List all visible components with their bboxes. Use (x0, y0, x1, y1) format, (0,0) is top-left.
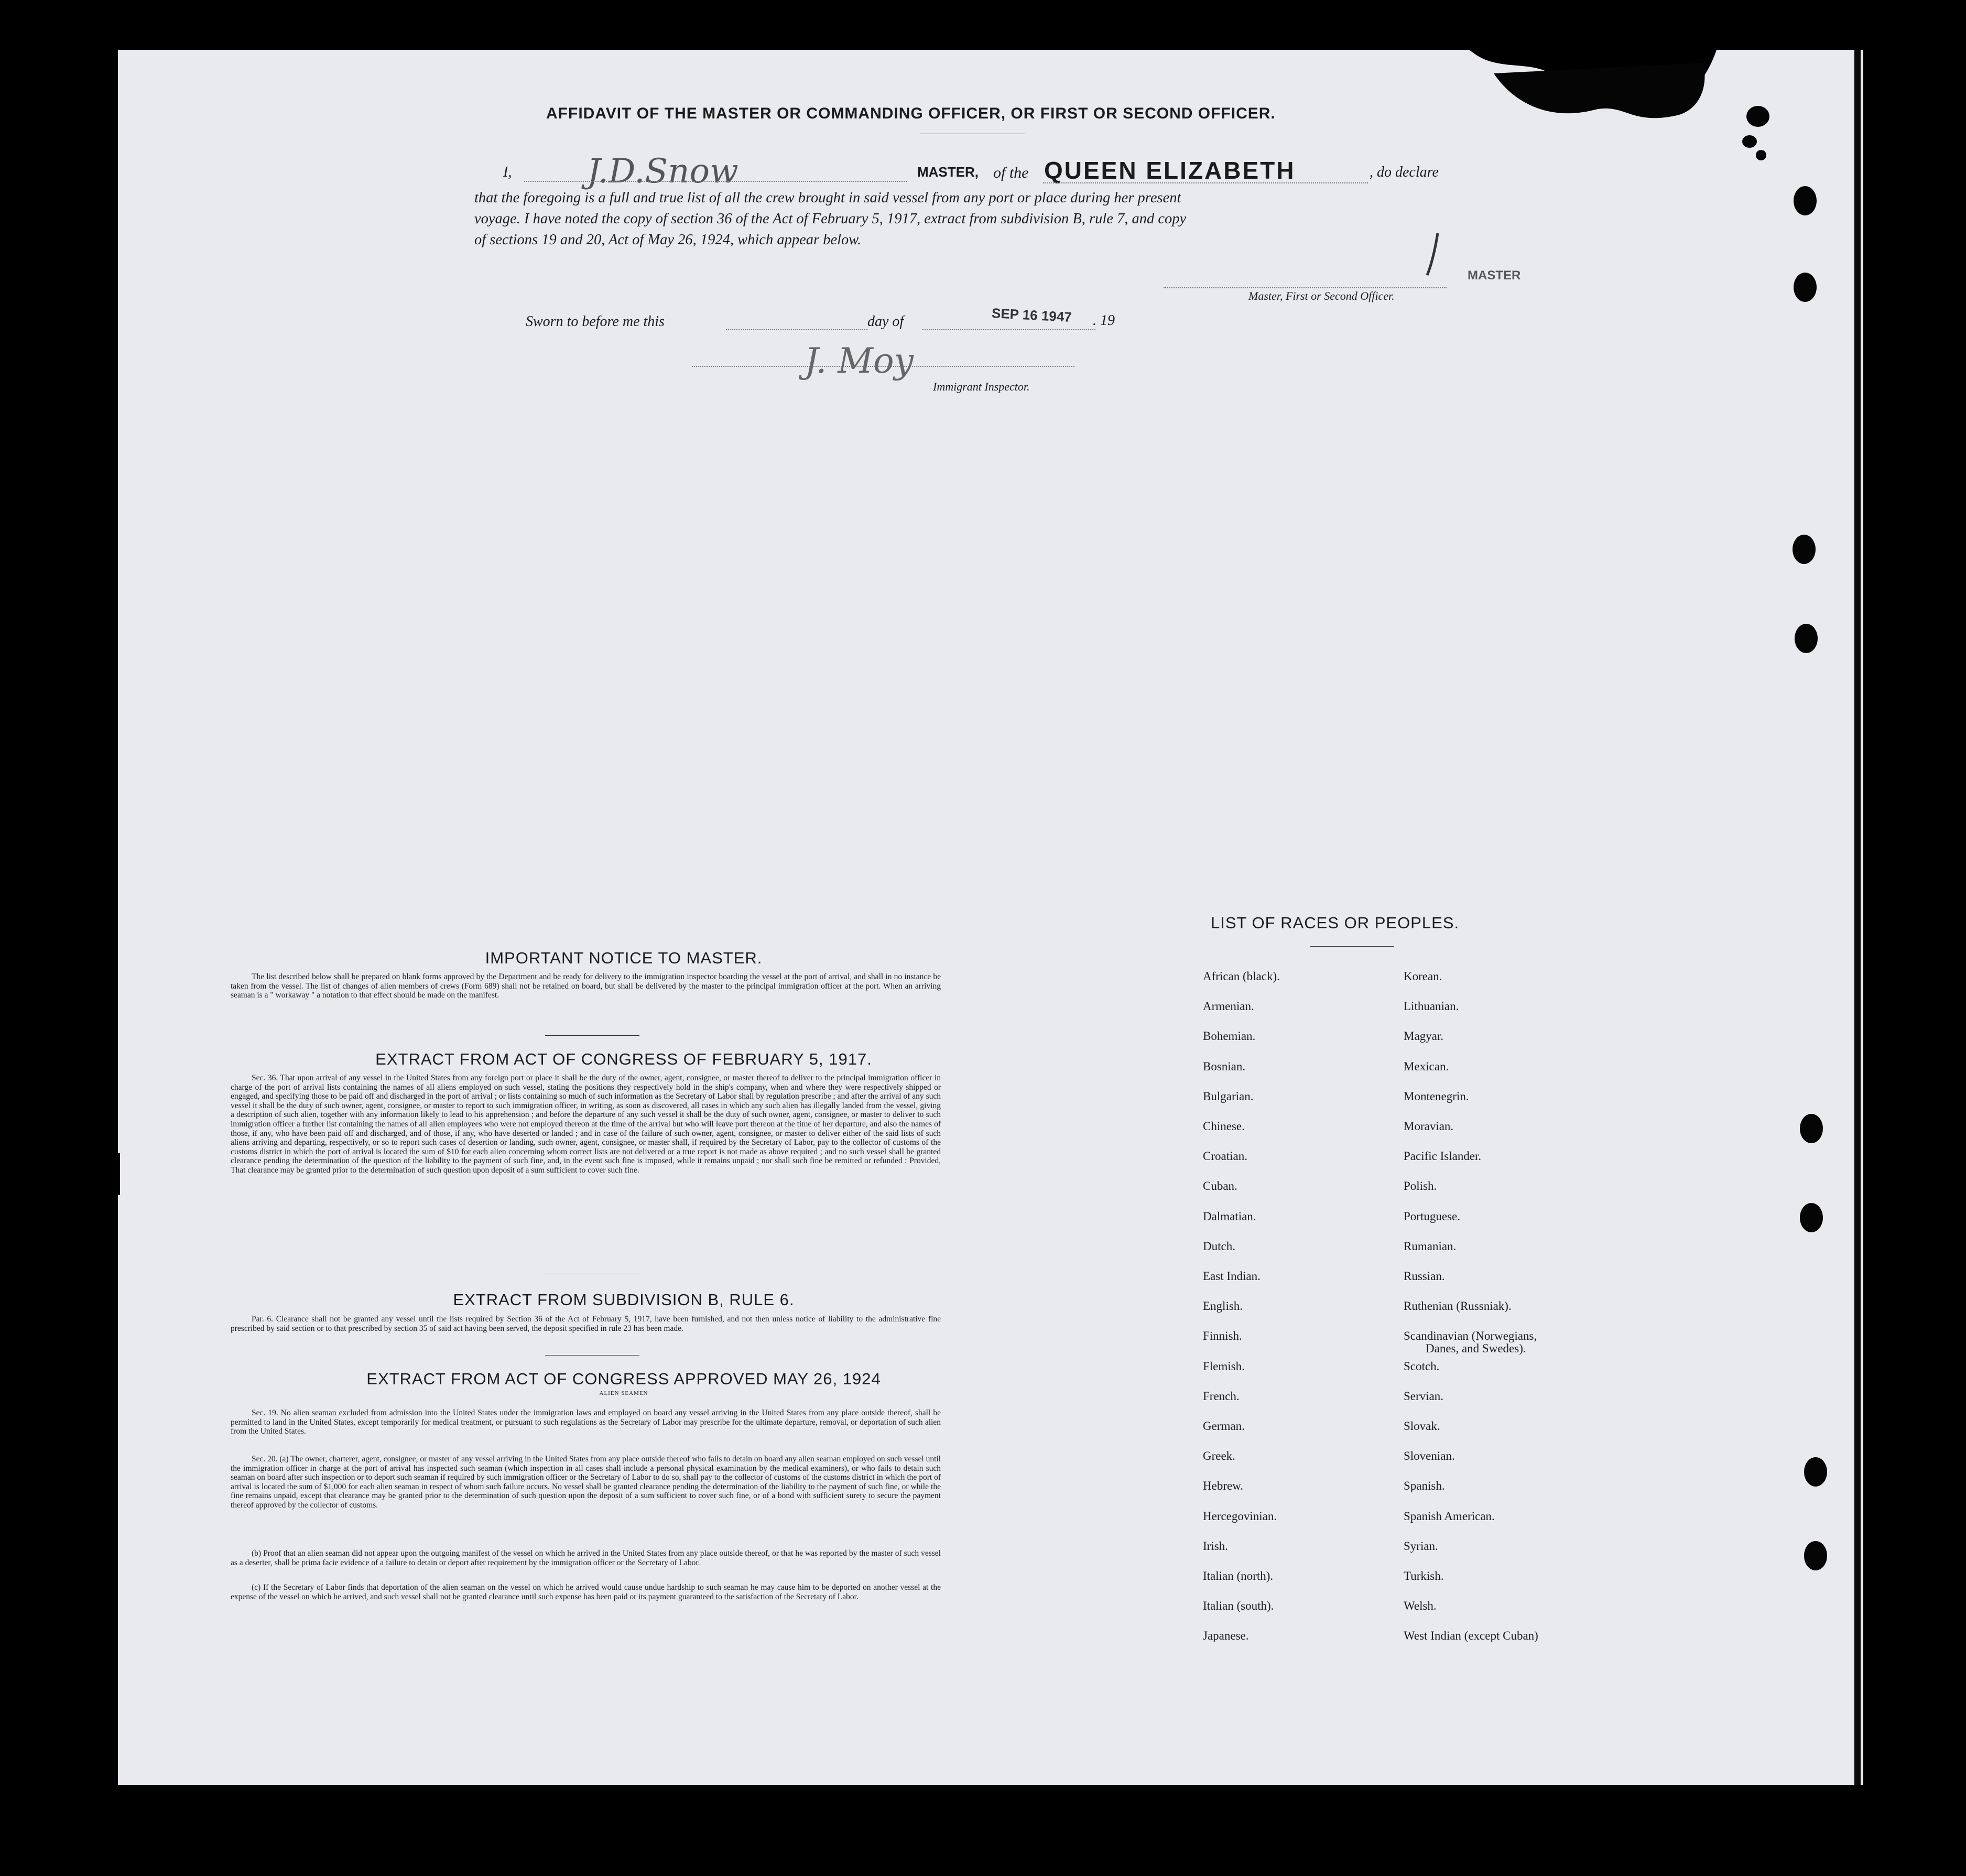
race-item: Magyar. (1404, 1029, 1444, 1043)
rule6-text: Par. 6. Clearance shall not be granted any vessel until the lists required by Section 36 of the Act of February 5, 1917, have been furnished, and not then unless notice of liability to the administrative fine prescribed by said section or to that prescribed by section 35 of said act having been served, the deposit specified in rule 23 has been made. (231, 1315, 941, 1333)
divider (1310, 946, 1394, 947)
race-item: Bosnian. (1203, 1059, 1246, 1073)
day-line (922, 329, 1095, 330)
race-item-continuation: Danes, and Swedes). (1426, 1342, 1526, 1355)
sheet-edge (1854, 50, 1861, 1785)
race-item: French. (1203, 1389, 1240, 1403)
race-item: Portuguese. (1404, 1209, 1460, 1223)
race-item: Mexican. (1404, 1059, 1449, 1073)
master-stamp: MASTER (1468, 268, 1521, 283)
race-item: Dutch. (1203, 1239, 1235, 1253)
race-item: Korean. (1404, 970, 1442, 983)
year-prefix: . 19 (1093, 312, 1115, 329)
race-item: Greek. (1203, 1449, 1235, 1463)
officer-line (1164, 287, 1447, 288)
race-item: Chinese. (1203, 1120, 1245, 1133)
declaration-line-3: of sections 19 and 20, Act of May 26, 1924, which appear below. (474, 232, 862, 248)
officer-caption: Master, First or Second Officer. (1248, 289, 1395, 302)
race-item: Russian. (1404, 1270, 1445, 1283)
race-item: English. (1203, 1299, 1243, 1313)
race-item: Flemish. (1203, 1359, 1245, 1373)
race-item: Welsh. (1404, 1599, 1437, 1613)
race-item: Cuban. (1203, 1179, 1237, 1193)
race-item: Polish. (1404, 1179, 1437, 1193)
extract-1917-title: EXTRACT FROM ACT OF CONGRESS OF FEBRUARY 5, 1917. (375, 1050, 872, 1068)
race-item: Rumanian. (1404, 1239, 1457, 1253)
torn-corner (1457, 42, 1719, 168)
signature-stroke (1423, 231, 1444, 278)
divider (545, 1355, 639, 1356)
race-item: Servian. (1404, 1389, 1444, 1403)
rule6-title: EXTRACT FROM SUBDIVISION B, RULE 6. (453, 1291, 795, 1309)
races-title: LIST OF RACES OR PEOPLES. (1211, 914, 1460, 932)
sec20b-text: (b) Proof that an alien seaman did not appear upon the outgoing manifest of the vessel on which he arrived in the United States from any place outside thereof, or that he was reported by the master of such vessel as a deserter, shall be prima facie evidence of a failure to detain or deport after requirement by the immigration officer or the Secretary of Labor. (231, 1549, 941, 1567)
left-mark (107, 1153, 120, 1195)
sworn-line (726, 329, 867, 330)
race-item: Italian (south). (1203, 1599, 1274, 1613)
sec20a-text: Sec. 20. (a) The owner, charterer, agent, consignee, or master of any vessel arriving in the United States from any place outside thereof who fails to detain on board any alien seaman employed on such vessel until the immigration officer in charge at the port of arrival has inspected such seaman (which inspection in all cases shall include a personal physical examination by the medical examiners), or who fails to detain such seaman on board after such inspection or to deport such seaman if required by such immigration officer or the Secretary of Labor to do so, shall pay to the collector of customs of the customs district in which the port of arrival is located the sum of $1,000 for each alien seaman in respect of whom such failure occurs. No vessel shall be granted clearance pending the determination of the liability to the payment of such fine, or while the fine remains unpaid, except that clearance may be granted prior to the determination of such question upon the deposit of a sum sufficient to cover such fine, or of a bond with sufficient surety to secure the payment thereof approved by the collector of customs. (231, 1455, 941, 1510)
race-item: Hercegovinian. (1203, 1509, 1277, 1523)
punch-hole (1804, 1541, 1827, 1570)
master-signature: J.D.Snow (587, 152, 738, 191)
extract-1924-subtitle: ALIEN SEAMEN (599, 1390, 648, 1396)
notice-text: The list described below shall be prepared on blank forms approved by the Department and be ready for delivery to the immigration inspector boarding the vessel at the port of arrival, and shall in no instance be taken from the vessel. The list of changes of alien members of crews (Form 689) shall not be retained on board, but shall be delivered by the master to the principal immigration officer at the port. When an arriving seaman is a " workaway " a notation to that effect should be made on the manifest. (231, 972, 941, 1000)
divider (545, 1035, 639, 1036)
race-item: Japanese. (1203, 1629, 1249, 1643)
affidavit-title: AFFIDAVIT OF THE MASTER OR COMMANDING OFFICER, OR FIRST OR SECOND OFFICER. (546, 105, 1276, 122)
race-item: Dalmatian. (1203, 1209, 1256, 1223)
punch-hole (1804, 1457, 1827, 1487)
race-item: Bulgarian. (1203, 1089, 1254, 1103)
punch-hole (1794, 273, 1817, 302)
of-the-label: of the (993, 164, 1029, 181)
race-item: Scandinavian (Norwegians, (1404, 1329, 1537, 1343)
race-item: Slovak. (1404, 1419, 1440, 1433)
race-item: Lithuanian. (1404, 1000, 1459, 1013)
punch-hole (1800, 1114, 1823, 1143)
race-item: Pacific Islander. (1404, 1150, 1482, 1163)
inspector-line (692, 366, 1074, 367)
punch-hole (1800, 1203, 1823, 1232)
race-item: Spanish. (1404, 1479, 1445, 1493)
race-item: Finnish. (1203, 1329, 1242, 1343)
race-item: Spanish American. (1404, 1509, 1495, 1523)
vessel-name: QUEEN ELIZABETH (1044, 157, 1296, 184)
sec20c-text: (c) If the Secretary of Labor finds that deportation of the alien seaman on the vessel on which he arrived would cause undue hardship to such seaman he may cause him to be deported on another vessel at the expense of the vessel on which he arrived, and such vessel shall not be granted clearance until such expense has been paid or its payment guaranteed to the satisfaction of the Secretary of Labor. (231, 1583, 941, 1601)
inspector-caption: Immigrant Inspector. (933, 380, 1030, 393)
race-item: Hebrew. (1203, 1479, 1244, 1493)
extract-1924-title: EXTRACT FROM ACT OF CONGRESS APPROVED MAY 26, 1924 (366, 1370, 881, 1388)
signature-line (524, 181, 907, 182)
race-item: Croatian. (1203, 1150, 1247, 1163)
race-item: Italian (north). (1203, 1569, 1274, 1582)
race-item: African (black). (1203, 970, 1280, 983)
race-item: Turkish. (1404, 1569, 1444, 1582)
vessel-line (1043, 182, 1368, 183)
race-item: Slovenian. (1404, 1449, 1455, 1463)
torn-mark (1740, 105, 1782, 162)
race-item: Scotch. (1404, 1359, 1440, 1373)
race-item: German. (1203, 1419, 1245, 1433)
punch-hole (1795, 624, 1818, 653)
declaration-line-1: that the foregoing is a full and true list of all the crew brought in said vessel from any port or place during her present (474, 190, 1181, 206)
race-item: Syrian. (1404, 1539, 1438, 1553)
race-item: Bohemian. (1203, 1029, 1256, 1043)
i-label: I, (503, 164, 512, 180)
race-item: Irish. (1203, 1539, 1228, 1553)
sec19-text: Sec. 19. No alien seaman excluded from admission into the United States under the immigration laws and employed on board any vessel arriving in the United States from any place outside thereof, shall be permitted to land in the United States, except temporarily for medical treatment, or pursuant to such regulations as the Secretary of Labor may prescribe for the ultimate departure, removal, or deportation of such alien from the United States. (231, 1408, 941, 1436)
punch-hole (1793, 535, 1816, 564)
date-stamp: SEP 16 1947 (991, 305, 1072, 325)
day-of-label: day of (867, 313, 904, 330)
extract-1917-text: Sec. 36. That upon arrival of any vessel in the United States from any foreign port or place it shall be the duty of the owner, agent, consignee, or master thereof to deliver to the principal immigration officer in charge of the port of arrival lists containing the names of all aliens employed on such vessel, stating the positions they respectively hold in the ship's company, when and where they were respectively shipped or engaged, and specifying those to be paid off and discharged in the port of arrival ; or lists containing so much of such information as the Secretary of Labor shall by regulation prescribe ; and after the arrival of any such vessel it shall be the duty of such owner, agent, consignee, or master to report to such immigration officer, in writing, as soon as discovered, all cases in which any such alien has illegally landed from the vessel, giving a description of such alien, together with any information likely to lead to his apprehension ; and before the departure of any such vessel it shall be the duty of such owner, agent, consignee, or master to deliver to such immigration officer a further list containing the names of all alien employees who were not employed thereon at the time of the arrival but who will leave port thereon at the time of her departure, and also the names of those, if any, who have been paid off and discharged, and of those, if any, who have deserted or landed ; and in case of the failure of such owner, agent, consignee, or master to deliver either of the said lists of such aliens arriving and departing, respectively, or so to report such cases of desertion or landing, such owner, agent, consignee, or master shall, if required by the Secretary of Labor, pay to the collector of customs of the customs district in which the port of arrival is located the sum of $10 for each alien concerning whom correct lists are not delivered or a true report is not made as above required ; and no such vessel shall be granted clearance pending the determination of the question of the liability to the payment of such fine, and, in the event such fine is imposed, while it remains unpaid ; nor shall such fine be remitted or refunded : Provided, That clearance may be granted prior to the determination of such question upon deposit of a sum sufficient to cover such fine. (231, 1073, 941, 1175)
declaration-line-2: voyage. I have noted the copy of section 36 of the Act of February 5, 1917, extract from subdivision B, rule 7, and copy (474, 211, 1187, 227)
inspector-signature: J. Moy (805, 341, 914, 381)
document-sheet (118, 50, 1863, 1785)
sworn-label: Sworn to before me this (526, 313, 665, 330)
race-item: Moravian. (1404, 1120, 1454, 1133)
punch-hole (1794, 186, 1817, 215)
race-item: Armenian. (1203, 1000, 1254, 1013)
race-item: Montenegrin. (1404, 1089, 1469, 1103)
race-item: West Indian (except Cuban) (1404, 1629, 1538, 1643)
notice-title: IMPORTANT NOTICE TO MASTER. (485, 949, 763, 967)
master-label: MASTER, (917, 164, 979, 180)
do-declare: , do declare (1370, 164, 1439, 180)
race-item: East Indian. (1203, 1270, 1261, 1283)
race-item: Ruthenian (Russniak). (1404, 1299, 1512, 1313)
